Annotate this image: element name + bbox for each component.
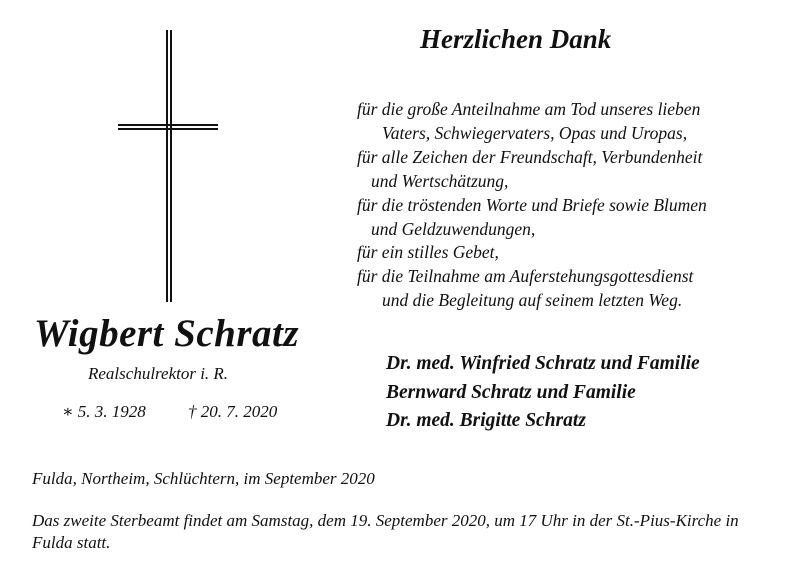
heading: Herzlichen Dank [420,24,612,54]
family-signatures [386,350,700,436]
cross-icon [118,30,218,302]
deceased-title: Realschulrektor i. R. [88,364,229,383]
family-member: Dr. med. Brigitte Schratz [386,410,586,431]
thanks-line: für die Teilnahme am Auferstehungsgottesdienst [357,266,694,287]
family-member: Dr. med. Winfried Schratz und Familie [386,353,700,374]
family-member: Bernward Schratz und Familie [386,381,636,403]
thanks-line: und Geldzuwendungen, [371,218,536,239]
deceased-name: Wigbert Schratz [34,312,300,355]
thanks-line: für die tröstenden Worte und Briefe sowie Blumen [357,194,707,215]
thanks-line: und Wertschätzung, [371,170,509,191]
thanks-line: und die Begleitung auf seinem letzten Weg. [382,290,683,311]
thanks-line: Vaters, Schwiegervaters, Opas und Uropas, [382,122,688,143]
thanks-line: für die große Anteilnahme am Tod unseres lieben [357,99,701,119]
birth-date: ∗ 5. 3. 1928 [62,402,146,421]
thanks-line: für alle Zeichen der Freundschaft, Verbundenheit [357,146,703,167]
service-notice: Das zweite Sterbeamt findet am Samstag, dem 19. September 2020, um 17 Uhr in der St.-Pius-Kirche in Fulda statt. [32,511,739,552]
place-date: Fulda, Northeim, Schlüchtern, im September 2020 [32,469,375,488]
thanks-text [357,98,707,313]
death-date: † 20. 7. 2020 [188,402,278,421]
thanks-line: für ein stilles Gebet, [357,242,499,263]
